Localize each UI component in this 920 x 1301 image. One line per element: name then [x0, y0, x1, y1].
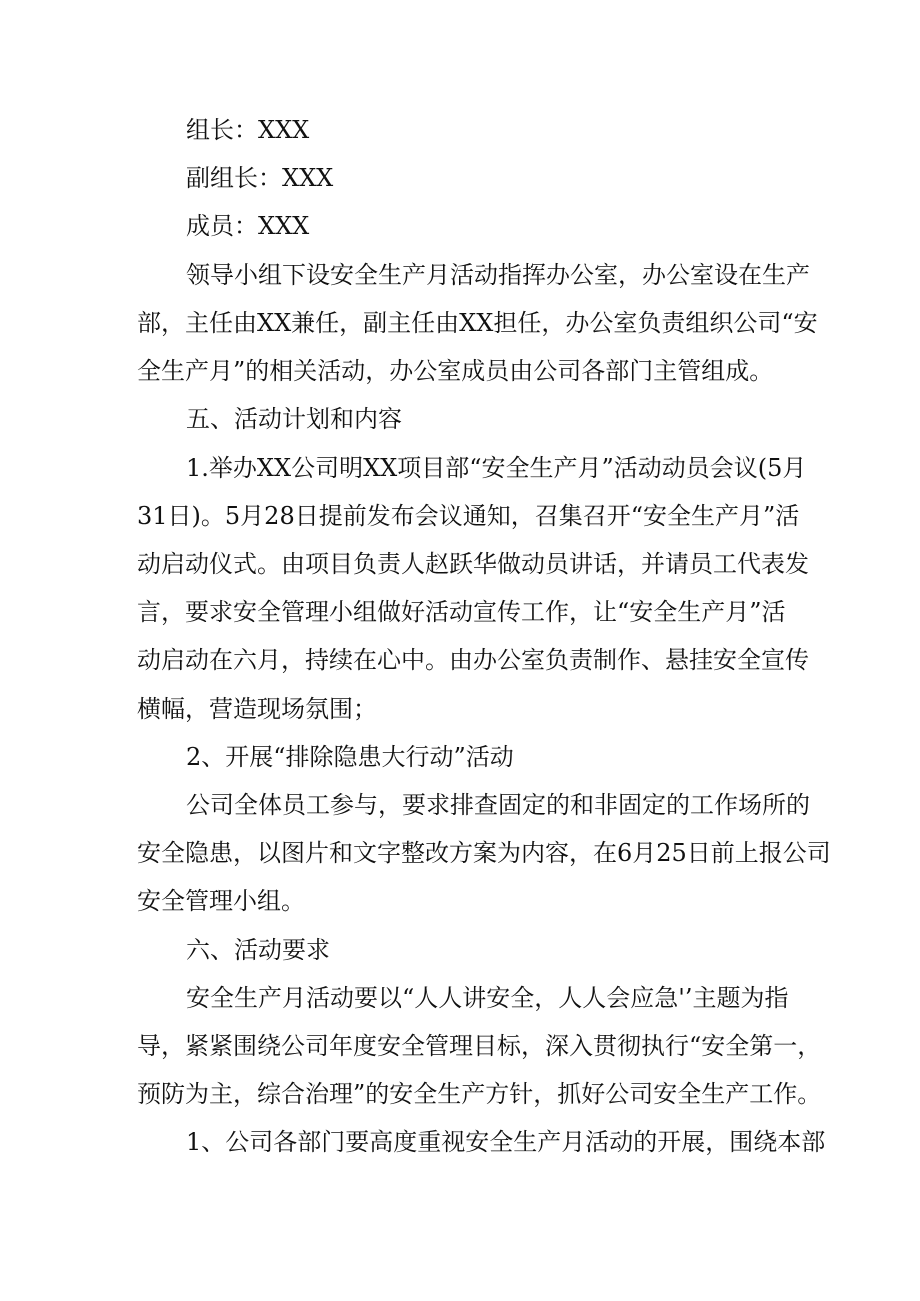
item-1-line-2: 31日)。5月28日提前发布会议通知，召集召开“安全生产月”活 [137, 502, 800, 530]
item-1-line-1: 1.举办XX公司明XX项目部“安全生产月”活动动员会议(5月 [186, 454, 807, 482]
requirements-line-2: 导，紧紧围绕公司年度安全管理目标，深入贯彻执行“安全第一， [137, 1032, 822, 1060]
item-1-line-3: 动启动仪式。由项目负责人赵跃华做动员讲话，并请员工代表发 [137, 550, 809, 578]
office-paragraph-line-2: 部，主任由XX兼任，副主任由XX担任，办公室负责组织公司“安 [137, 309, 818, 337]
section-6-heading: 六、活动要求 [186, 936, 330, 964]
item-2-heading: 2、开展“排除隐患大行动”活动 [186, 743, 514, 771]
requirements-line-1: 安全生产月活动要以“人人讲安全，人人会应急'’主题为指 [186, 984, 789, 1012]
leader-line: 组长：XXX [186, 116, 310, 144]
deputy-leader-line: 副组长：XXX [186, 164, 334, 192]
requirements-line-3: 预防为主，综合治理”的安全生产方针，抓好公司安全生产工作。 [137, 1080, 822, 1108]
section-5-heading: 五、活动计划和内容 [186, 405, 402, 433]
item-2-line-1: 公司全体员工参与，要求排查固定的和非固定的工作场所的 [186, 791, 810, 819]
item-1-line-5: 动启动在六月，持续在心中。由办公室负责制作、悬挂安全宣传 [137, 646, 809, 674]
item-2-line-2: 安全隐患，以图片和文字整改方案为内容，在6月25日前上报公司 [137, 839, 831, 867]
office-paragraph-line-3: 全生产月”的相关活动，办公室成员由公司各部门主管组成。 [137, 357, 774, 385]
office-paragraph-line-1: 领导小组下设安全生产月活动指挥办公室，办公室设在生产 [186, 261, 810, 289]
item-2-line-3: 安全管理小组。 [137, 887, 305, 915]
item-1-line-6: 横幅，营造现场氛围； [137, 695, 377, 723]
requirement-1-line-1: 1、公司各部门要高度重视安全生产月活动的开展，围绕本部 [186, 1128, 826, 1156]
item-1-line-4: 言，要求安全管理小组做好活动宣传工作，让“安全生产月”活 [137, 598, 786, 626]
members-line: 成员：XXX [186, 212, 310, 240]
